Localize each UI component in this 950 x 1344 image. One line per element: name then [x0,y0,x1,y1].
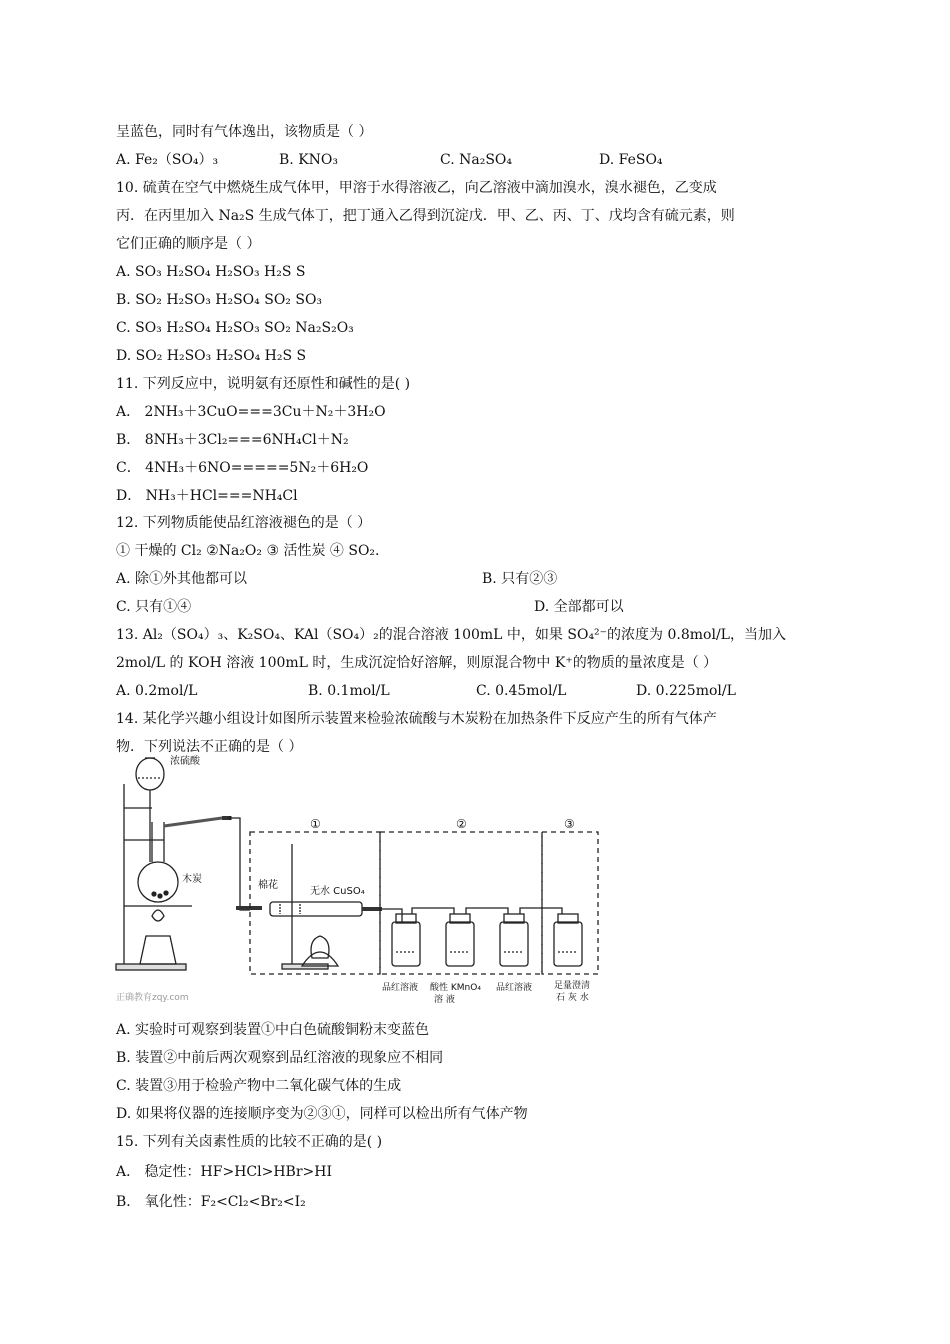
question-14-option-a: A. 实验时可观察到装置①中白色硫酸铜粉末变蓝色 [116,1022,430,1038]
bottle-1-label: 品红溶液 [382,983,419,993]
question-10-option-a: A. SO₃ H₂SO₄ H₂SO₃ H₂S S [116,264,306,280]
question-14-option-b: B. 装置②中前后两次观察到品红溶液的现象应不相同 [116,1050,444,1066]
bottle-2 [446,914,474,966]
question-10-line-1: 10. 硫黄在空气中燃烧生成气体甲，甲溶于水得溶液乙，向乙溶液中滴加溴水，溴水褪色，乙变成 [116,180,717,196]
q9-option-b: B. KNO₃ [279,152,338,168]
question-12-items: ① 干燥的 Cl₂ ②Na₂O₂ ③ 活性炭 ④ SO₂. [116,543,380,559]
question-10-line-3: 它们正确的顺序是（ ） [116,236,261,252]
question-11-option-c: C． 4NH₃＋6NO=====5N₂＋6H₂O [116,460,369,476]
separatory-funnel [136,758,164,790]
bottle-3 [500,914,528,966]
bottle-4-label-1: 足量澄清 [554,981,591,991]
bottle-2-label-1: 酸性 KMnO₄ [430,983,481,993]
q12-option-a: A. 除①外其他都可以 [116,571,248,587]
alcohol-lamp [140,936,176,964]
q13-option-c: C. 0.45mol/L [476,683,567,699]
label-carbon: 木炭 [182,874,202,885]
q13-option-d: D. 0.225mol/L [636,683,736,699]
label-cuso4: 无水 CuSO₄ [310,886,365,897]
question-14-option-d: D. 如果将仪器的连接顺序变为②③①，同样可以检出所有气体产物 [116,1106,528,1122]
device-box-3 [542,832,598,974]
question-11-option-a: A． 2NH₃＋3CuO===3Cu＋N₂＋3H₂O [116,404,386,420]
bottle-4 [554,914,582,966]
question-15-option-b: B． 氧化性：F₂<Cl₂<Br₂<I₂ [116,1194,306,1210]
question-10-line-2: 丙．在丙里加入 Na₂S 生成气体丁，把丁通入乙得到沉淀戊．甲、乙、丙、丁、戊均含有硫元素，则 [116,208,735,224]
bottle-2-label-2: 溶 液 [434,995,455,1005]
bottle-3-label: 品红溶液 [496,983,533,993]
question-9-stem-tail: 呈蓝色，同时有气体逸出，该物质是（ ） [116,124,373,140]
question-13-line-1: 13. Al₂（SO₄）₃、K₂SO₄、KAl（SO₄）₂的混合溶液 100mL 中，如果 SO₄²⁻的浓度为 0.8mol/L，当加入 [116,627,786,643]
question-14-option-c: C. 装置③用于检验产物中二氧化碳气体的生成 [116,1078,402,1094]
bottle-1 [392,914,420,966]
question-11-option-b: B． 8NH₃＋3Cl₂===6NH₄Cl＋N₂ [116,432,349,448]
label-acid: 浓硫酸 [170,756,200,767]
box-3-label: ③ [564,817,575,831]
drying-tube [270,902,362,916]
question-14-line-2: 物．下列说法不正确的是（ ） [116,739,303,755]
flame [152,910,164,921]
label-cotton: 棉花 [258,880,278,891]
question-11-option-d: D． NH₃＋HCl===NH₄Cl [116,488,298,504]
q9-option-d: D. FeSO₄ [599,152,663,168]
q9-option-a: A. Fe₂（SO₄）₃ [116,152,219,168]
question-15-stem: 15. 下列有关卤素性质的比较不正确的是( ) [116,1134,383,1150]
question-10-option-d: D. SO₂ H₂SO₃ H₂SO₄ H₂S S [116,348,307,364]
question-10-option-b: B. SO₂ H₂SO₃ H₂SO₄ SO₂ SO₃ [116,292,323,308]
q12-option-c: C. 只有①④ [116,599,192,615]
q12-option-b: B. 只有②③ [482,571,558,587]
question-15-option-a: A． 稳定性：HF>HCl>HBr>HI [116,1164,333,1180]
box-2-label: ② [456,817,467,831]
q13-option-a: A. 0.2mol/L [116,683,198,699]
box-1-label: ① [310,817,321,831]
bottle-4-label-2: 石 灰 水 [556,993,589,1003]
q12-option-d: D. 全部都可以 [534,599,624,615]
question-11-stem: 11. 下列反应中，说明氨有还原性和碱性的是( ) [116,376,411,392]
stand-base [116,964,186,970]
question-13-line-2: 2mol/L 的 KOH 溶液 100mL 时，生成沉淀恰好溶解，则原混合物中 K⁺的物质的量浓度是（ ） [116,655,718,671]
q13-option-b: B. 0.1mol/L [308,683,390,699]
apparatus-figure [112,744,612,1012]
q9-option-c: C. Na₂SO₄ [440,152,513,168]
watermark: 正确教育zqy.com [116,993,189,1003]
question-10-option-c: C. SO₃ H₂SO₄ H₂SO₃ SO₂ Na₂S₂O₃ [116,320,354,336]
question-12-stem: 12. 下列物质能使品红溶液褪色的是（ ） [116,515,372,531]
question-14-line-1: 14. 某化学兴趣小组设计如图所示装置来检验浓硫酸与木炭粉在加热条件下反应产生的所有气体产 [116,711,717,727]
device-box-2 [380,832,542,974]
